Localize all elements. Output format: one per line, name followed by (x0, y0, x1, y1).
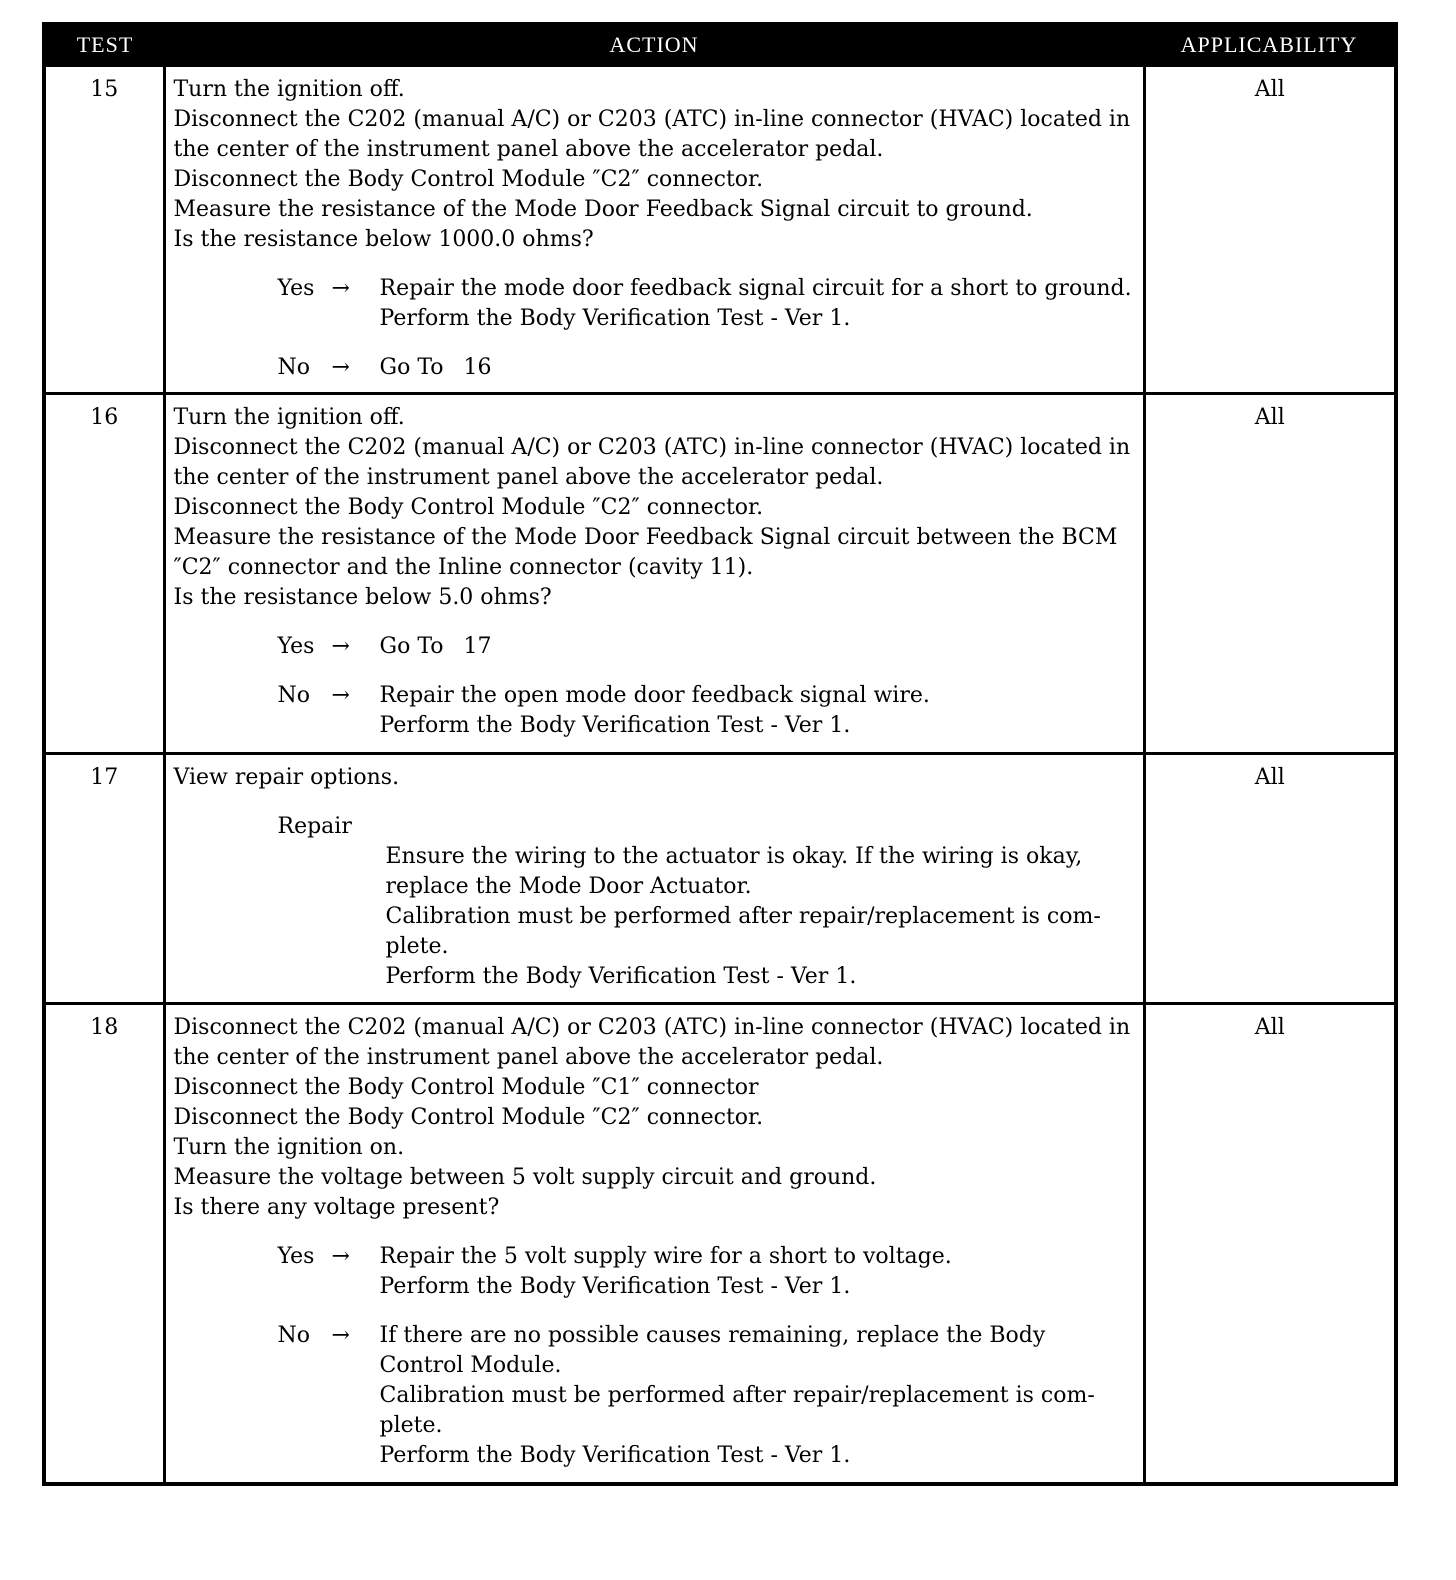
result-line: Calibration must be performed after repair/replacement is com- (379, 1383, 1095, 1408)
action-line: Disconnect the C202 (manual A/C) or C203 (ATC) in-line connector (HVAC) located in (173, 107, 1131, 132)
action-line: Disconnect the Body Control Module ″C2″ connector. (173, 1105, 764, 1130)
action-line: Measure the resistance of the Mode Door Feedback Signal circuit to ground. (173, 197, 1033, 222)
diagnostic-test-table (42, 22, 1398, 1486)
action-line: the center of the instrument panel above the accelerator pedal. (173, 1045, 884, 1070)
table-row (44, 754, 1396, 1004)
action-line: Turn the ignition on. (173, 1135, 405, 1160)
no-label: No (277, 683, 310, 708)
yes-text (380, 1242, 1135, 1302)
goto-label: Go To (379, 355, 444, 380)
action-line: View repair options. (173, 765, 400, 790)
action-line: Turn the ignition off. (173, 405, 405, 430)
action-line: Turn the ignition off. (173, 77, 405, 102)
goto-link[interactable] (380, 353, 1135, 383)
arrow-icon: → (331, 1244, 350, 1269)
result-line: Repair the 5 volt supply wire for a short to voltage. (379, 1244, 952, 1269)
goto-number: 16 (463, 355, 492, 380)
test-number: 16 (44, 394, 164, 754)
applicability-cell: All (1144, 66, 1396, 394)
repair-line: Calibration must be performed after repair/replacement is com- (385, 904, 1101, 929)
action-line: Measure the resistance of the Mode Door Feedback Signal circuit between the BCM (173, 525, 1118, 550)
arrow-icon: → (331, 1323, 350, 1348)
action-line: Is the resistance below 1000.0 ohms? (173, 227, 594, 252)
result-line: Perform the Body Verification Test - Ver 1. (379, 306, 851, 331)
table-row (44, 66, 1396, 394)
test-number: 15 (44, 66, 164, 394)
action-line: Disconnect the Body Control Module ″C2″ connector. (173, 495, 764, 520)
header-test: TEST (44, 24, 164, 66)
repair-line: Perform the Body Verification Test - Ver 1. (385, 964, 857, 989)
action-line: Measure the voltage between 5 volt supply circuit and ground. (173, 1165, 877, 1190)
action-line: Disconnect the Body Control Module ″C1″ connector (173, 1075, 759, 1100)
repair-line: plete. (385, 934, 449, 959)
arrow-icon: → (331, 634, 350, 659)
action-cell (164, 754, 1144, 1004)
applicability-cell: All (1144, 754, 1396, 1004)
arrow-icon: → (331, 355, 350, 380)
action-line: Disconnect the C202 (manual A/C) or C203 (ATC) in-line connector (HVAC) located in (173, 1015, 1131, 1040)
applicability-cell: All (1144, 394, 1396, 754)
no-text (380, 1321, 1135, 1471)
action-line: ″C2″ connector and the Inline connector (cavity 11). (173, 555, 754, 580)
action-line: Is there any voltage present? (173, 1195, 500, 1220)
table-row (44, 1004, 1396, 1484)
yes-label: Yes (277, 276, 315, 301)
action-cell (164, 1004, 1144, 1484)
test-number: 17 (44, 754, 164, 1004)
result-line: Perform the Body Verification Test - Ver 1. (379, 1443, 851, 1468)
yes-text (380, 274, 1135, 334)
action-cell (164, 66, 1144, 394)
table-header-row (44, 24, 1396, 66)
result-line: If there are no possible causes remaining, replace the Body (379, 1323, 1046, 1348)
no-text (380, 681, 1135, 741)
arrow-icon: → (331, 683, 350, 708)
table-row (44, 394, 1396, 754)
action-line: Disconnect the Body Control Module ″C2″ connector. (173, 167, 764, 192)
action-line: Is the resistance below 5.0 ohms? (173, 585, 552, 610)
result-line: Control Module. (379, 1353, 562, 1378)
result-line: plete. (379, 1413, 443, 1438)
header-applicability: APPLICABILITY (1144, 24, 1396, 66)
result-line: Repair the mode door feedback signal circuit for a short to ground. (379, 276, 1132, 301)
applicability-cell: All (1144, 1004, 1396, 1484)
action-line: the center of the instrument panel above the accelerator pedal. (173, 137, 884, 162)
action-line: Disconnect the C202 (manual A/C) or C203 (ATC) in-line connector (HVAC) located in (173, 435, 1131, 460)
result-line: Repair the open mode door feedback signal wire. (379, 683, 930, 708)
arrow-icon: → (331, 276, 350, 301)
yes-result (174, 274, 1135, 334)
yes-result (174, 1242, 1135, 1302)
repair-text (174, 842, 1135, 992)
action-cell (164, 394, 1144, 754)
no-label: No (277, 355, 310, 380)
no-label: No (277, 1323, 310, 1348)
no-result (174, 1321, 1135, 1471)
yes-result (174, 632, 1135, 662)
repair-line: replace the Mode Door Actuator. (385, 874, 752, 899)
goto-number: 17 (463, 634, 492, 659)
yes-label: Yes (277, 634, 315, 659)
no-result (174, 681, 1135, 741)
result-line: Perform the Body Verification Test - Ver 1. (379, 1274, 851, 1299)
header-action: ACTION (164, 24, 1144, 66)
goto-link[interactable] (380, 632, 1135, 662)
goto-label: Go To (379, 634, 444, 659)
repair-line: Ensure the wiring to the actuator is okay. If the wiring is okay, (385, 844, 1083, 869)
no-result (174, 353, 1135, 383)
repair-label: Repair (277, 814, 352, 839)
action-line: the center of the instrument panel above the accelerator pedal. (173, 465, 884, 490)
yes-label: Yes (277, 1244, 315, 1269)
test-number: 18 (44, 1004, 164, 1484)
result-line: Perform the Body Verification Test - Ver 1. (379, 713, 851, 738)
